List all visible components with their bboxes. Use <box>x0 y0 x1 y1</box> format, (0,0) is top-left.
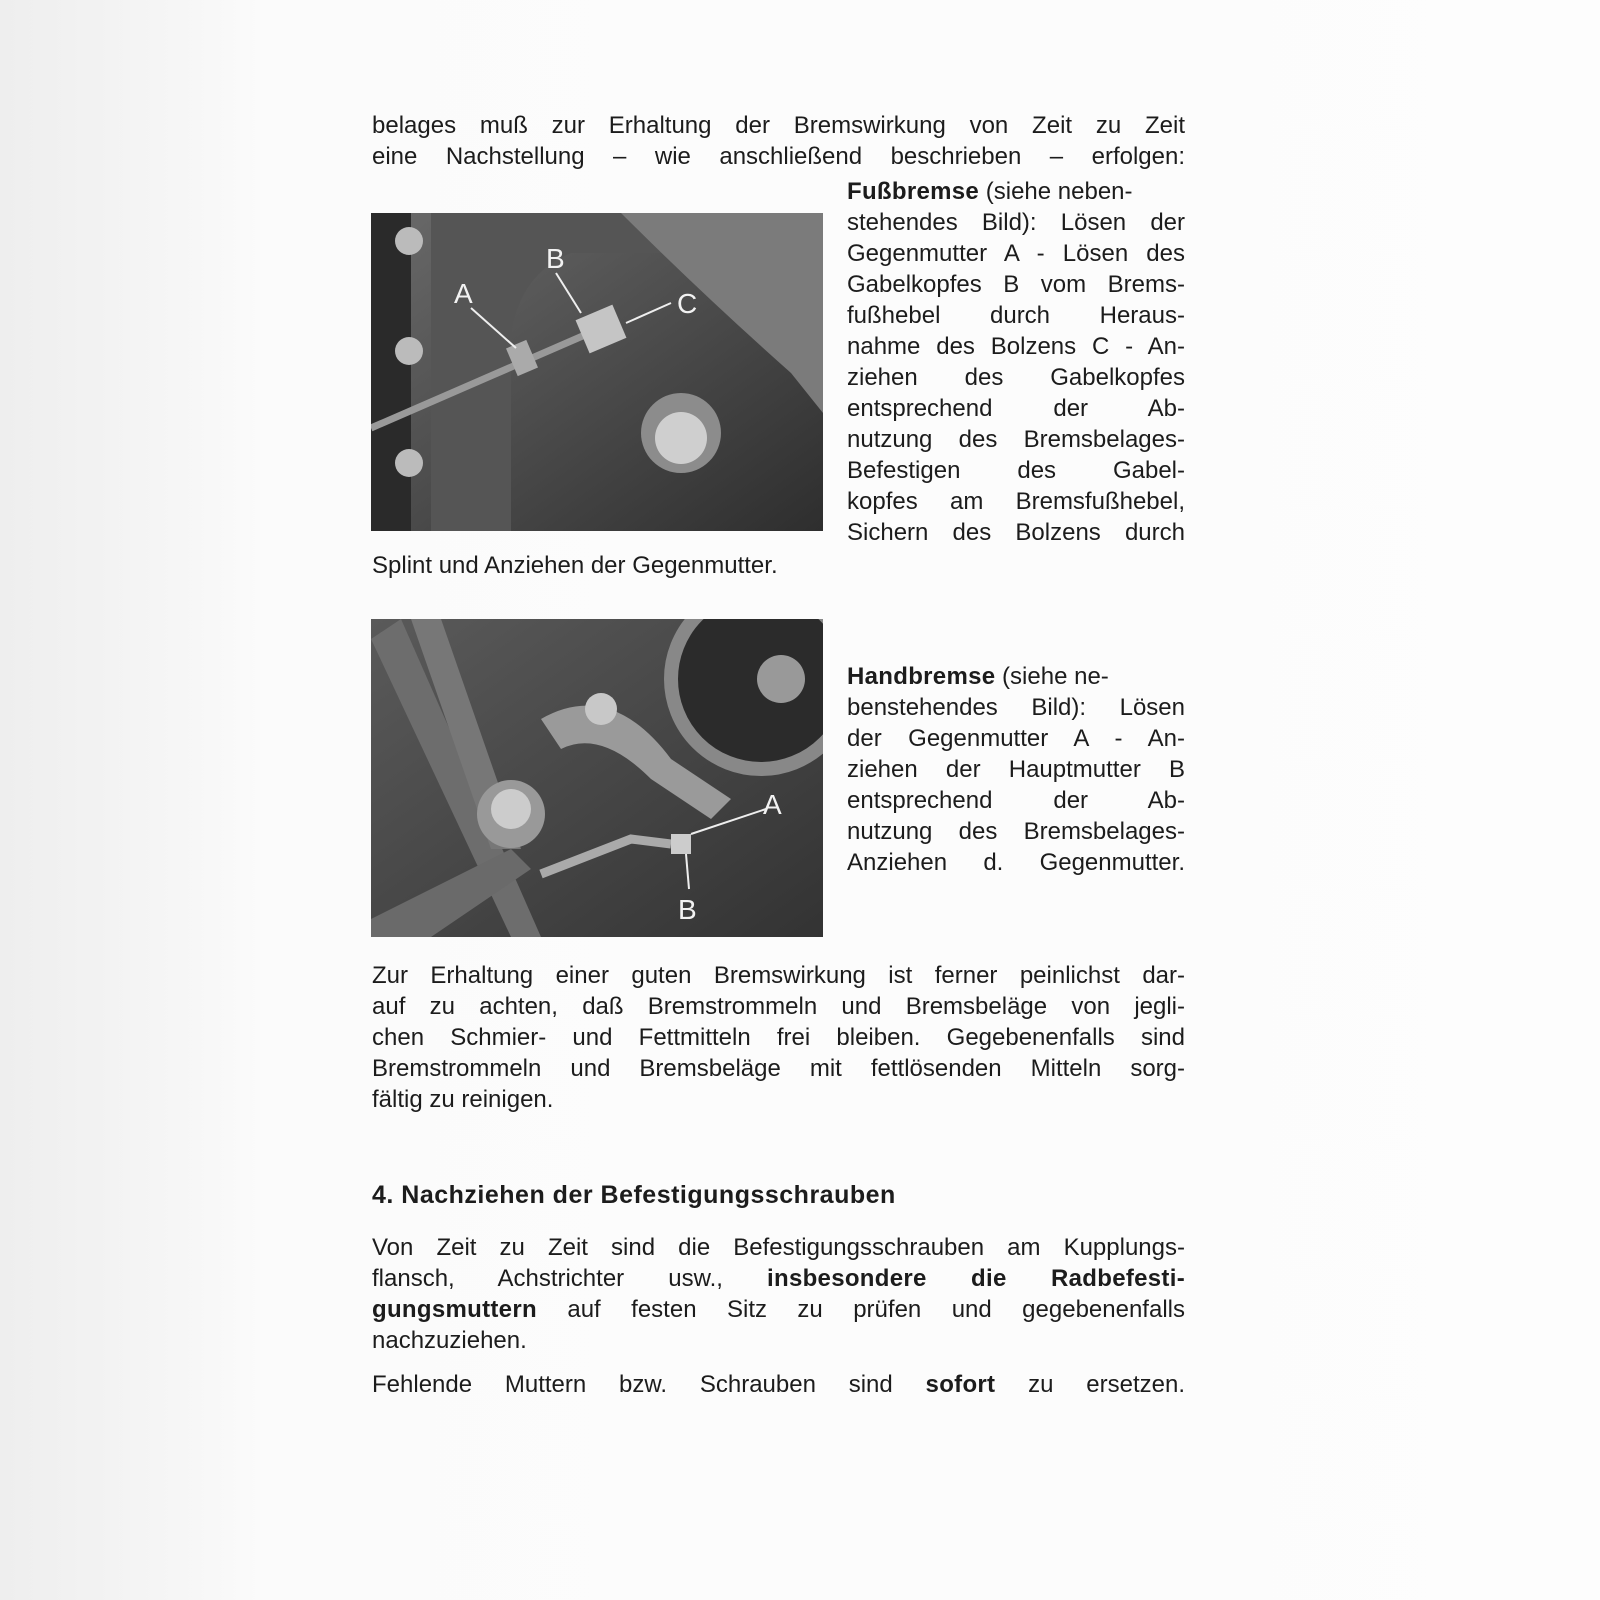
photo-foot-brake <box>371 213 823 531</box>
section-heading: 4. Nachziehen der Befestigungsschrauben <box>372 1181 896 1209</box>
text-line <box>847 301 1185 331</box>
text-line <box>847 425 1185 455</box>
text-line <box>372 1295 1185 1325</box>
text-line <box>372 1233 1185 1263</box>
text-line <box>847 693 1185 723</box>
text-run: Sichern des Bolzens durch <box>847 519 1185 546</box>
text-run: Bremstrommeln und Bremsbeläge mit fettlösenden Mitteln sorg- <box>372 1055 1185 1082</box>
text-run: nachzuziehen. <box>372 1327 527 1354</box>
text-run: fußhebel durch Heraus- <box>847 302 1185 329</box>
bold-text: insbesondere die Radbefesti- <box>767 1265 1185 1292</box>
text-run: Befestigen des Gabel- <box>847 457 1185 484</box>
text-run: entsprechend der Ab- <box>847 395 1185 422</box>
text-run: eine Nachstellung – wie anschließend beschrieben – erfolgen: <box>372 143 1185 170</box>
text-run: Fehlende Muttern bzw. Schrauben sind <box>372 1371 926 1398</box>
photo-label-c: C <box>677 288 698 319</box>
text-run: (siehe ne- <box>995 663 1109 690</box>
text-run: kopfes am Bremsfußhebel, <box>847 488 1185 515</box>
text-run: belages muß zur Erhaltung der Bremswirkung von Zeit zu Zeit <box>372 112 1185 139</box>
text-line <box>372 1054 1185 1084</box>
photo-label-a: A <box>763 789 782 820</box>
photo-label-a: A <box>454 278 473 309</box>
text-run: entsprechend der Ab- <box>847 787 1185 814</box>
text-run: nutzung des Bremsbelages- <box>847 818 1185 845</box>
text-line <box>372 961 1185 991</box>
text-run: zu ersetzen. <box>995 1371 1185 1398</box>
text-line: Splint und Anziehen der Gegenmutter. <box>372 552 778 579</box>
text-run: flansch, Achstrichter usw., <box>372 1265 768 1292</box>
bold-text: sofort <box>925 1371 996 1398</box>
text-run: ziehen des Gabelkopfes <box>847 364 1185 391</box>
text-line <box>847 786 1185 816</box>
text-line <box>847 239 1185 269</box>
text-line <box>372 1023 1185 1053</box>
text-line <box>372 142 1185 172</box>
text-line <box>847 848 1185 878</box>
text-line <box>847 363 1185 393</box>
text-line <box>847 487 1185 517</box>
text-run: Von Zeit zu Zeit sind die Befestigungsschrauben am Kupplungs- <box>372 1234 1185 1261</box>
text-run: nutzung des Bremsbelages- <box>847 426 1185 453</box>
text-line <box>847 270 1185 300</box>
text-line <box>372 1370 1185 1400</box>
text-line <box>847 817 1185 847</box>
text-run: Anziehen d. Gegenmutter. <box>847 849 1185 876</box>
bold-text: gungsmuttern <box>372 1296 537 1323</box>
text-line <box>372 1326 1185 1356</box>
text-line <box>847 177 1185 207</box>
text-line <box>847 518 1185 548</box>
text-line <box>847 724 1185 754</box>
text-run: nahme des Bolzens C - An- <box>847 333 1185 360</box>
text-line <box>847 755 1185 785</box>
text-line <box>372 992 1185 1022</box>
photo-label-b: B <box>546 243 565 274</box>
text-line <box>847 208 1185 238</box>
text-run: benstehendes Bild): Lösen <box>847 694 1185 721</box>
text-line <box>847 456 1185 486</box>
text-run: chen Schmier- und Fettmitteln frei bleiben. Gegebenenfalls sind <box>372 1024 1185 1051</box>
text-run: der Gegenmutter A - An- <box>847 725 1185 752</box>
text-line <box>847 332 1185 362</box>
text-run: Zur Erhaltung einer guten Bremswirkung ist ferner peinlichst dar- <box>372 962 1185 989</box>
text-line <box>372 111 1185 141</box>
photo-hand-brake <box>371 619 823 937</box>
bold-text: Fußbremse <box>847 178 980 205</box>
text-line <box>847 662 1185 692</box>
text-run: fältig zu reinigen. <box>372 1086 554 1113</box>
text-run: stehendes Bild): Lösen der <box>847 209 1185 236</box>
text-line <box>372 1085 1185 1115</box>
text-run: (siehe neben- <box>979 178 1133 205</box>
text-run: auf zu achten, daß Bremstrommeln und Bremsbeläge von jegli- <box>372 993 1185 1020</box>
text-run: Gegenmutter A - Lösen des <box>847 240 1185 267</box>
text-run: auf festen Sitz zu prüfen und gegebenenfalls <box>536 1296 1185 1323</box>
photo-label-b: B <box>678 894 697 925</box>
text-line <box>847 394 1185 424</box>
text-run: Gabelkopfes B vom Brems- <box>847 271 1185 298</box>
text-line <box>372 1264 1185 1294</box>
text-run: ziehen der Hauptmutter B <box>847 756 1185 783</box>
bold-text: Handbremse <box>847 663 996 690</box>
